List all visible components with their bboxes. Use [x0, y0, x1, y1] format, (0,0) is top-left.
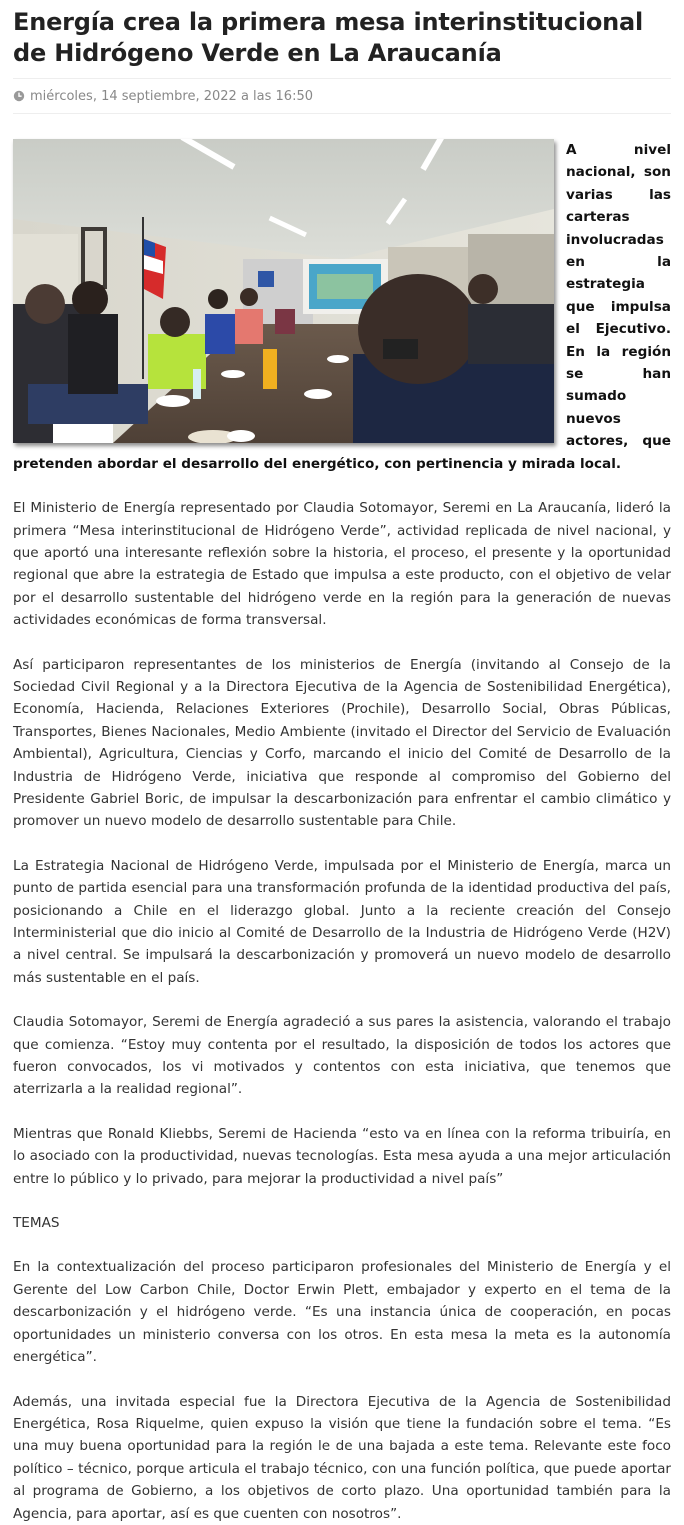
clock-icon: [13, 90, 25, 102]
article: [13, 0, 671, 1525]
article-paragraph: Además, una invitada especial fue la Directora Ejecutiva de la Agencia de Sostenibilidad Energética, Rosa Riquelme, quien expuso la visión que tiene la fundación sobre el tema. “Es una muy buena oportunidad para la región le de una bajada a este tema. Relevante este foco político – técnico, porque articula el trabajo técnico, con una función política, que puede aportar al programa de Gobierno, a los objetivos de corto plazo. Una oportunidad también para la Agencia, para aportar, así es que cuenten con nosotros”.: [13, 1393, 671, 1522]
article-paragraph: La Estrategia Nacional de Hidrógeno Verde, impulsada por el Ministerio de Energía, marca un punto de partida esencial para una transformación profunda de la identidad productiva del país, posicionando a Chile en el liderazgo global. Junto a la reciente creación del Consejo Interministerial que dio inicio al Comité de Desarrollo de la Industria de Hidrógeno Verde (H2V) a nivel central. Se impulsará la descarbonización y promoverá un nuevo modelo de desarrollo más sustentable en el país.: [13, 857, 671, 986]
article-paragraph: Así participaron representantes de los ministerios de Energía (invitando al Consejo de la Sociedad Civil Regional y a la Directora Ejecutiva de la Agencia de Sostenibilidad Energética), Economía, Hacienda, Relaciones Exteriores (Prochile), Desarrollo Social, Obras Públicas, Transportes, Bienes Nacionales, Medio Ambiente (invitado el Director del Servicio de Evaluación Ambiental), Agricultura, Ciencias y Corfo, marcando el inicio del Comité de Desarrollo de la Industria de Hidrógeno Verde, iniciativa que responde al compromiso del Gobierno del Presidente Gabriel Boric, de impulsar la descarbonización para enfrentar el cambio climático y promover un nuevo modelo de desarrollo sustentable para Chile.: [13, 656, 671, 830]
article-title: Energía crea la primera mesa interinstitucional de Hidrógeno Verde en La Araucanía: [13, 8, 644, 67]
article-date: miércoles, 14 septiembre, 2022 a las 16:50: [30, 88, 313, 104]
article-paragraph: En la contextualización del proceso participaron profesionales del Ministerio de Energía y el Gerente del Low Carbon Chile, Doctor Erwin Plett, embajador y experto en el tema de la descarbonización y el hidrógeno verde. “Es una instancia única de cooperación, en pocas oportunidades un ministerio conversa con los otros. En esta mesa la meta es la autonomía energética”.: [13, 1259, 671, 1366]
article-paragraph: Claudia Sotomayor, Seremi de Energía agradeció a sus pares la asistencia, valorando el trabajo que comienza. “Estoy muy contenta por el resultado, la disposición de todos los actores que fueron convocados, los vi motivados y contentos con esta iniciativa, que tenemos que aterrizarla a la realidad regional”.: [13, 1014, 671, 1098]
article-paragraph: El Ministerio de Energía representado por Claudia Sotomayor, Seremi en La Araucanía, lideró la primera “Mesa interinstitucional de Hidrógeno Verde”, actividad replicada de nivel nacional, y que aportó una interesante reflexión sobre la historia, el proceso, el presente y la oportunidad regional que abre la estrategia de Estado que impulsa a este producto, con el objetivo de velar por el desarrollo sustentable del hidrógeno verde en la región para la generación de nuevas actividades económicas de forma transversal.: [13, 500, 671, 629]
article-lead: A nivel nacional, son varias las carteras involucradas en la estrategia que impulsa el Ejecutivo. En la región se han sumado nuevos actores, que pretenden abordar el desarrollo del energético, con pertinencia y mirada local.: [13, 142, 671, 472]
section-heading: TEMAS: [13, 1215, 60, 1232]
meeting-photo: [13, 139, 554, 443]
article-meta: [13, 79, 671, 113]
divider: [13, 113, 671, 114]
article-paragraph: Mientras que Ronald Kliebbs, Seremi de Hacienda “esto va en línea con la reforma tribuiría, en lo asociado con la productividad, nuevas tecnologías. Esta mesa ayuda a una mejor articulación entre lo público y lo privado, para mejorar la productividad a nivel país”: [13, 1125, 671, 1187]
